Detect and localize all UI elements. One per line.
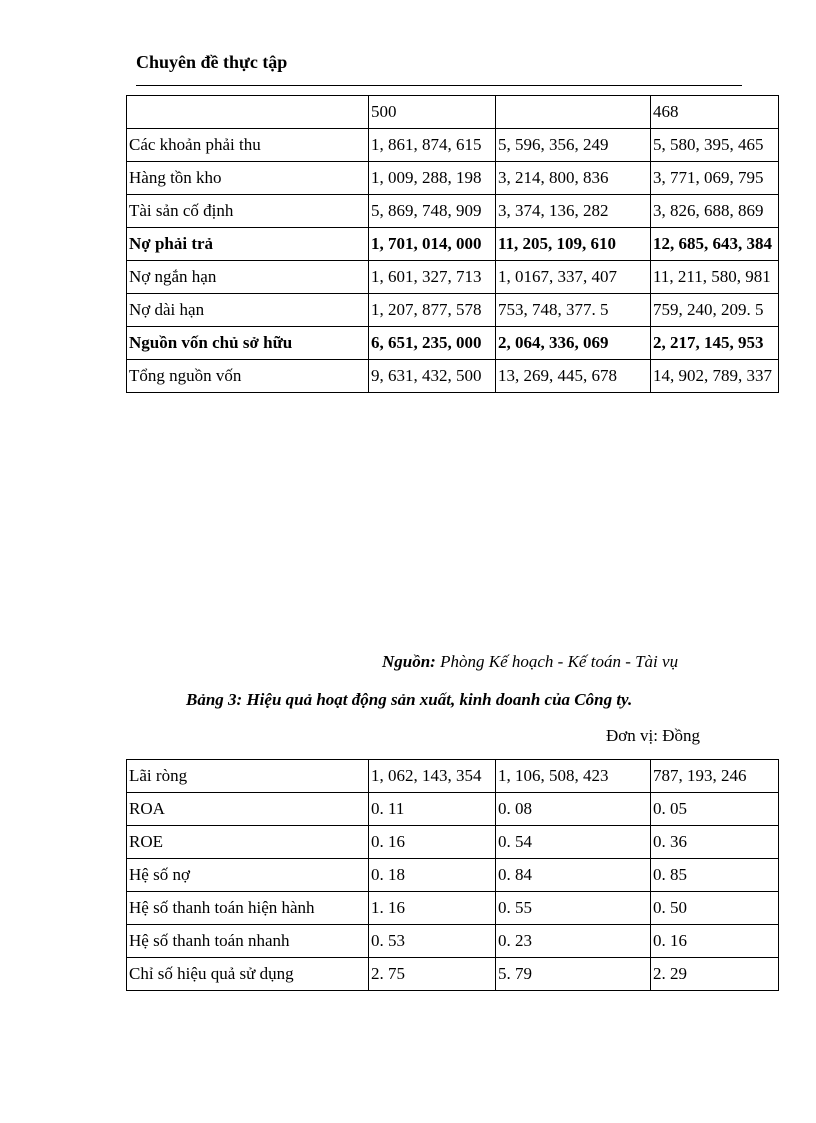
row-label-cell: Tài sản cố định [127, 195, 369, 228]
table-row [127, 195, 779, 228]
value-cell: 3, 826, 688, 869 [651, 195, 779, 228]
row-label-cell: Nguồn vốn chủ sở hữu [127, 327, 369, 360]
table-row [127, 360, 779, 393]
row-label-cell: ROE [127, 826, 369, 859]
row-label-cell: Hệ số thanh toán hiện hành [127, 892, 369, 925]
value-cell: 12, 685, 643, 384 [651, 228, 779, 261]
row-label-cell: Hệ số thanh toán nhanh [127, 925, 369, 958]
table-row [127, 925, 779, 958]
value-cell: 1, 861, 874, 615 [369, 129, 496, 162]
row-label-cell: Hệ số nợ [127, 859, 369, 892]
row-label-cell [127, 96, 369, 129]
value-cell: 1, 207, 877, 578 [369, 294, 496, 327]
value-cell: 0. 08 [496, 793, 651, 826]
value-cell: 0. 16 [651, 925, 779, 958]
value-cell: 0. 18 [369, 859, 496, 892]
table-row [127, 793, 779, 826]
value-cell: 1, 0167, 337, 407 [496, 261, 651, 294]
value-cell: 1, 701, 014, 000 [369, 228, 496, 261]
value-cell: 11, 211, 580, 981 [651, 261, 779, 294]
value-cell: 11, 205, 109, 610 [496, 228, 651, 261]
page-header-title: Chuyên đề thực tập [136, 52, 288, 72]
value-cell: 2, 064, 336, 069 [496, 327, 651, 360]
value-cell: 0. 50 [651, 892, 779, 925]
value-cell: 0. 05 [651, 793, 779, 826]
value-cell: 2, 217, 145, 953 [651, 327, 779, 360]
table-row [127, 294, 779, 327]
row-label-cell: Lãi ròng [127, 760, 369, 793]
row-label-cell: Nợ phải trả [127, 228, 369, 261]
value-cell: 9, 631, 432, 500 [369, 360, 496, 393]
value-cell: 2. 75 [369, 958, 496, 991]
source-text: Phòng Kế hoạch - Kế toán - Tài vụ [435, 652, 679, 671]
row-label-cell: Các khoản phải thu [127, 129, 369, 162]
table-row [127, 859, 779, 892]
value-cell: 759, 240, 209. 5 [651, 294, 779, 327]
value-cell: 0. 54 [496, 826, 651, 859]
table-row [127, 327, 779, 360]
row-label-cell: Hàng tồn kho [127, 162, 369, 195]
unit-label: Đơn vị: Đồng [606, 726, 700, 745]
value-cell: 13, 269, 445, 678 [496, 360, 651, 393]
value-cell: 3, 374, 136, 282 [496, 195, 651, 228]
table-row [127, 760, 779, 793]
header-divider [136, 85, 742, 86]
value-cell: 0. 84 [496, 859, 651, 892]
value-cell: 6, 651, 235, 000 [369, 327, 496, 360]
row-label-cell: Tổng nguồn vốn [127, 360, 369, 393]
value-cell: 1, 106, 508, 423 [496, 760, 651, 793]
value-cell: 0. 85 [651, 859, 779, 892]
value-cell: 5. 79 [496, 958, 651, 991]
value-cell: 2. 29 [651, 958, 779, 991]
value-cell: 14, 902, 789, 337 [651, 360, 779, 393]
source-note [382, 652, 678, 672]
row-label-cell: Nợ ngắn hạn [127, 261, 369, 294]
value-cell: 5, 869, 748, 909 [369, 195, 496, 228]
value-cell: 500 [369, 96, 496, 129]
value-cell: 0. 36 [651, 826, 779, 859]
row-label-cell: Chỉ số hiệu quả sử dụng [127, 958, 369, 991]
table-row [127, 958, 779, 991]
value-cell: 3, 214, 800, 836 [496, 162, 651, 195]
value-cell: 0. 55 [496, 892, 651, 925]
value-cell: 1, 601, 327, 713 [369, 261, 496, 294]
value-cell: 1. 16 [369, 892, 496, 925]
table-row [127, 162, 779, 195]
value-cell: 753, 748, 377. 5 [496, 294, 651, 327]
value-cell: 3, 771, 069, 795 [651, 162, 779, 195]
source-label: Nguồn: [382, 652, 436, 671]
table-row [127, 96, 779, 129]
row-label-cell: Nợ dài hạn [127, 294, 369, 327]
table-row [127, 826, 779, 859]
value-cell: 0. 53 [369, 925, 496, 958]
value-cell: 5, 596, 356, 249 [496, 129, 651, 162]
value-cell: 0. 23 [496, 925, 651, 958]
value-cell: 0. 11 [369, 793, 496, 826]
value-cell: 0. 16 [369, 826, 496, 859]
table-caption: Bảng 3: Hiệu quả hoạt động sản xuất, kinh doanh của Công ty. [186, 690, 633, 709]
value-cell: 5, 580, 395, 465 [651, 129, 779, 162]
value-cell: 1, 062, 143, 354 [369, 760, 496, 793]
table-row [127, 228, 779, 261]
balance-table [126, 95, 779, 393]
value-cell: 1, 009, 288, 198 [369, 162, 496, 195]
value-cell [496, 96, 651, 129]
row-label-cell: ROA [127, 793, 369, 826]
table-row [127, 129, 779, 162]
table-row [127, 261, 779, 294]
table-row [127, 892, 779, 925]
value-cell: 787, 193, 246 [651, 760, 779, 793]
efficiency-table [126, 759, 779, 991]
value-cell: 468 [651, 96, 779, 129]
